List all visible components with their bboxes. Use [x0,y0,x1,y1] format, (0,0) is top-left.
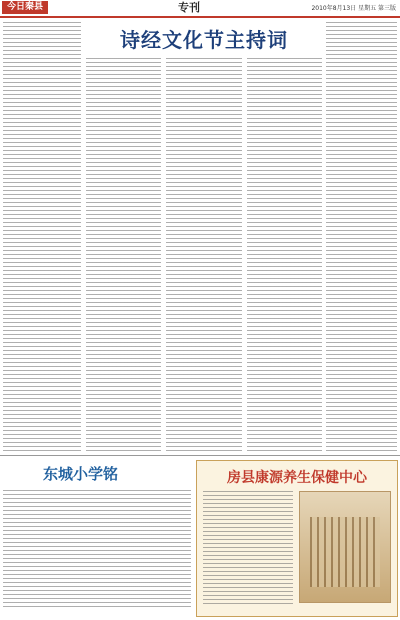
health-center-ad-text [203,491,293,606]
school-ad-title: 东城小学铭 [43,465,119,483]
left-text-column [3,22,81,452]
body-column-3 [247,58,322,452]
text-lines [3,490,191,610]
right-text-column [326,22,397,452]
school-ad [3,463,191,613]
building-facade [310,517,380,587]
text-lines [203,491,293,606]
text-lines [166,58,241,452]
school-ad-text [3,490,191,610]
section-title: 专刊 [178,1,200,14]
article-body [86,58,322,452]
body-column-2 [166,58,241,452]
health-center-ad-title: 房县康源养生保健中心 [227,470,367,486]
section-divider [0,455,400,456]
body-column-1 [86,58,161,452]
newspaper-logo: 今日秦县 [2,1,48,14]
text-lines [247,58,322,452]
text-lines [3,22,81,452]
text-lines [86,58,161,452]
issue-date: 2010年8月13日 星期五 第三版 [311,5,396,12]
article-headline: 诗经文化节主持词 [120,28,288,52]
masthead [0,0,400,18]
health-center-ad [196,460,398,617]
text-lines [326,22,397,452]
building-photo [299,491,391,603]
